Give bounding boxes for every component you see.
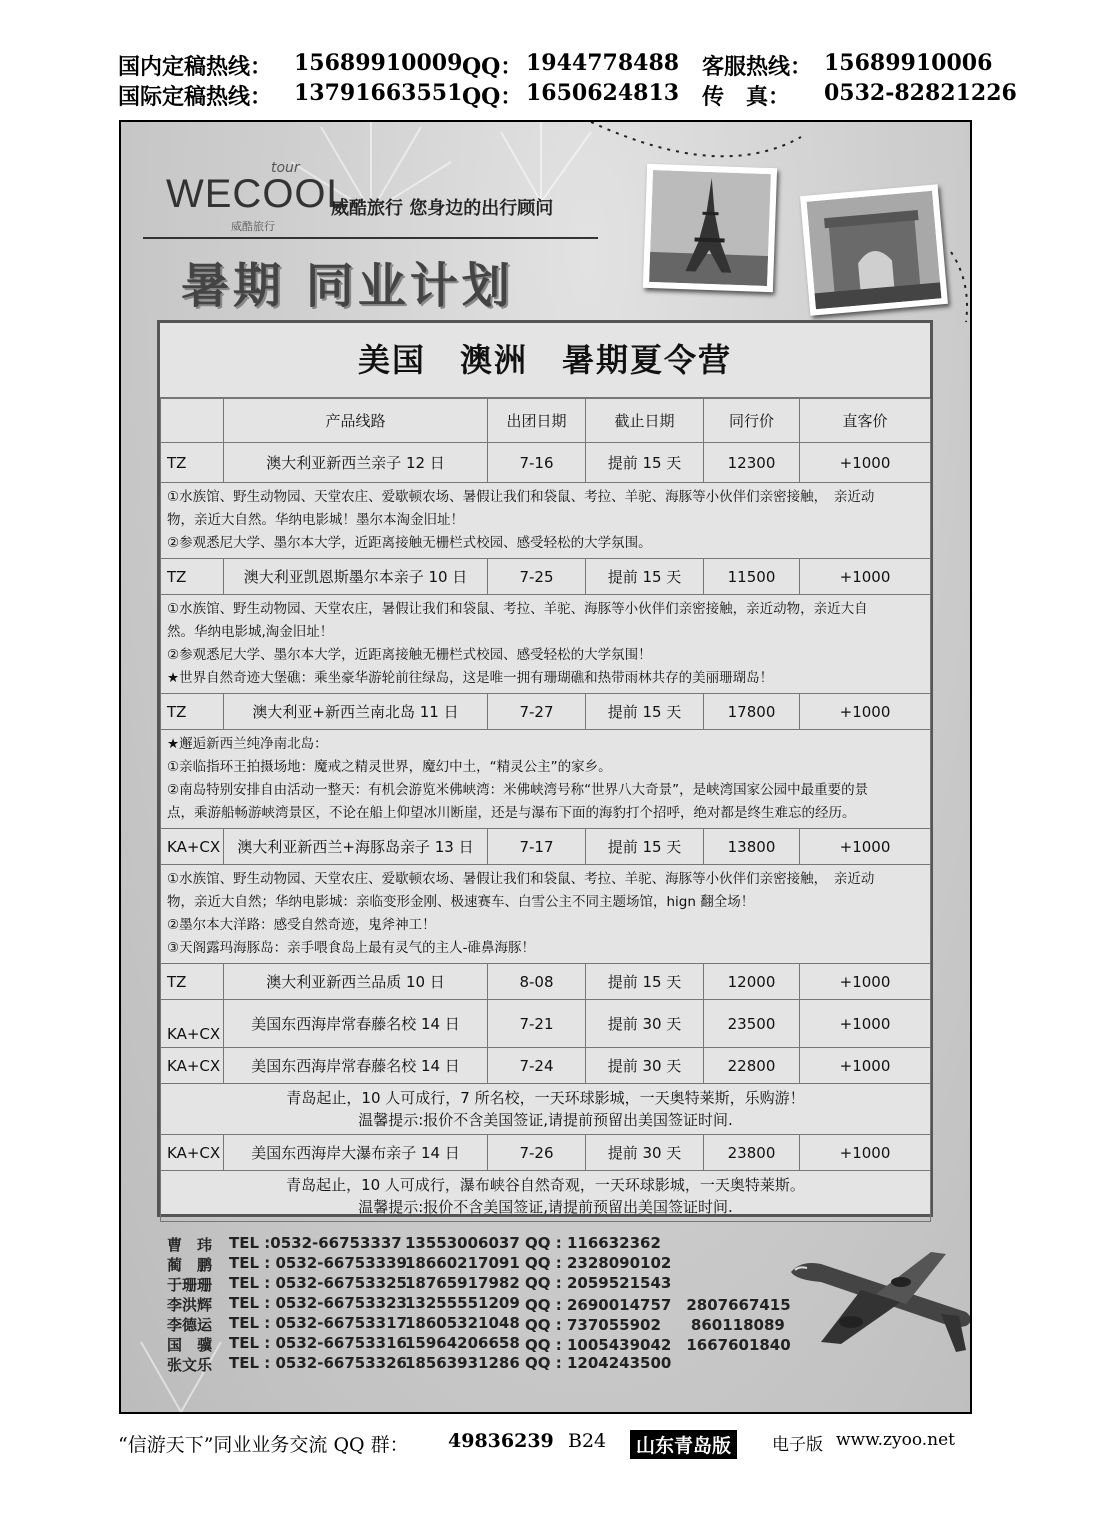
intl-qq-label: QQ： [462,84,523,110]
row-route: 美国东西海岸常春藤名校 14 日 [224,1048,488,1084]
row-retail: +1000 [800,1048,931,1084]
page-number: B24 [568,1430,607,1452]
arc-de-triomphe-icon [807,191,942,310]
contact-tel: TEL : 0532-66753339 [229,1254,407,1272]
desc-line: 然。华纳电影城,淘金旧址！ [167,624,334,640]
epaper-label: 电子版 [772,1435,823,1455]
row-retail: +1000 [800,559,931,595]
desc-line: ②墨尔本大洋路：感受自然奇迹，鬼斧神工！ [167,917,436,933]
row-price: 11500 [704,559,800,595]
row-date: 7-25 [488,559,586,595]
desc-line: ①亲临指环王拍摄场地：魔戒之精灵世界，魔幻中土，“精灵公主”的家乡。 [167,759,612,775]
row-date: 7-21 [488,1000,586,1048]
desc-line: ②参观悉尼大学、墨尔本大学，近距离接触无栅栏式校园、感受轻松的大学氛围。 [167,535,652,551]
fax-number: 0532-82821226 [824,80,1017,106]
intl-hotline-label: 国际定稿热线： [118,84,273,110]
contact-qq: QQ : 2059521543 [525,1274,672,1292]
contact-mobile: 18660217091 [405,1254,520,1272]
contact-tel: TEL : 0532-66753325 [229,1274,407,1292]
row-code: KA+CX [161,1000,224,1048]
table-note-row [161,1084,931,1135]
table-row [161,964,931,1000]
contact-mobile: 18765917982 [405,1274,520,1292]
row-code: TZ [161,443,224,483]
row-code: KA+CX [161,1048,224,1084]
row-description [161,865,931,964]
wecool-logo [166,160,350,233]
desc-line: ③天阁露玛海豚岛：亲手喂食岛上最有灵气的主人-碓鼻海豚！ [167,940,535,956]
row-retail: +1000 [800,1000,931,1048]
row-deadline: 提前 30 天 [586,1048,704,1084]
desc-line: 物，亲近大自然。华纳电影城！墨尔本淘金旧址！ [167,512,464,528]
header-divider [143,237,598,239]
row-route: 美国东西海岸大瀑布亲子 14 日 [224,1135,488,1171]
airplane-icon [781,1242,972,1372]
contact-mobile: 18563931286 [405,1354,520,1372]
table-row [161,1000,931,1048]
row-retail: +1000 [800,1135,931,1171]
brand-tagline: 威酷旅行 您身边的出行顾问 [331,198,554,219]
intl-hotline-phone: 13791663551 [294,80,463,106]
table-desc-row [161,483,931,559]
eiffel-tower-icon [649,170,771,286]
contact-qq: QQ : 2690014757 2807667415 [525,1296,791,1314]
row-description [161,595,931,694]
row-route: 澳大利亚新西兰+海豚岛亲子 13 日 [224,829,488,865]
desc-line: ★邂逅新西兰纯净南北岛： [167,736,328,752]
row-date: 7-17 [488,829,586,865]
note-line: 青岛起止，10 人可成行，瀑布峡谷自然奇观，一天环球影城，一天奥特莱斯。 [286,1176,805,1194]
desc-line: 物，亲近大自然；华纳电影城：亲临变形金刚、极速赛车、白雪公主不同主题场馆，hign 翻全场！ [167,894,755,910]
row-date: 7-24 [488,1048,586,1084]
row-deadline: 提前 15 天 [586,694,704,730]
table-note-row [161,1171,931,1222]
product-table [157,320,933,1217]
row-route: 澳大利亚新西兰亲子 12 日 [224,443,488,483]
desc-line: 点，乘游船畅游峡湾景区，不论在船上仰望冰川断崖，还是与瀑布下面的海豹打个招呼，绝对都是终生难忘的经历。 [167,805,856,821]
edition-badge: 山东青岛版 [630,1430,737,1459]
contact-mobile: 18605321048 [405,1314,520,1332]
group-qq: 49836239 [448,1430,554,1452]
contact-tel: TEL :0532-66753337 [229,1234,402,1252]
site-link[interactable]: www.zyoo.net [836,1430,956,1450]
desc-line: ①水族馆、野生动物园、天堂农庄、爱歇顿农场、暑假让我们和袋鼠、考拉、羊驼、海豚等小伙伴们亲密接触， 亲近动 [167,871,875,887]
row-retail: +1000 [800,694,931,730]
row-retail: +1000 [800,964,931,1000]
row-code: KA+CX [161,1135,224,1171]
table-header-row [161,399,931,443]
contact-name: 李德运 [167,1316,213,1334]
row-price: 23500 [704,1000,800,1048]
row-description [161,730,931,829]
arc-de-triomphe-photo [800,184,948,316]
desc-line: ①水族馆、野生动物园、天堂农庄，暑假让我们和袋鼠、考拉、羊驼、海豚等小伙伴们亲密接触，亲近动物，亲近大自 [167,601,868,617]
intl-qq: 1650624813 [526,80,680,106]
row-code: TZ [161,964,224,1000]
note-line: 青岛起止，10 人可成行，7 所名校，一天环球影城，一天奥特莱斯，乐购游！ [286,1089,805,1107]
row-note [161,1084,931,1135]
row-deadline: 提前 15 天 [586,559,704,595]
contact-qq: QQ : 1005439042 1667601840 [525,1336,791,1354]
table-row [161,1135,931,1171]
service-hotline-phone: 15689910006 [824,50,993,76]
row-price: 13800 [704,829,800,865]
ad-panel [119,120,972,1414]
row-price: 22800 [704,1048,800,1084]
table-row [161,829,931,865]
header-code [161,399,224,443]
service-hotline-label: 客服热线： [702,54,813,80]
row-date: 7-16 [488,443,586,483]
contact-tel: TEL : 0532-66753326 [229,1354,407,1372]
row-note [161,1171,931,1222]
contact-qq: QQ : 116632362 [525,1234,661,1252]
page-headline: 暑期 同业计划 [181,258,514,314]
row-price: 12000 [704,964,800,1000]
row-code: TZ [161,559,224,595]
logo-cn-text: 威酷旅行 [231,220,275,233]
contact-qq: QQ : 1204243500 [525,1354,672,1372]
contact-tel: TEL : 0532-66753317 [229,1314,407,1332]
desc-line: ②南岛特别安排自由活动一整天：有机会游览米佛峡湾：米佛峡湾号称“世界八大奇景”，是峡湾国家公园中最重要的景 [167,782,869,798]
header-retail-price: 直客价 [800,399,931,443]
table-title: 美国 澳洲 暑期夏令营 [160,323,930,398]
eiffel-tower-photo [643,164,777,292]
header-route: 产品线路 [224,399,488,443]
contact-name: 蔺 鹏 [167,1256,213,1274]
contact-name: 国 骥 [167,1336,213,1354]
contact-mobile: 15964206658 [405,1334,520,1352]
row-deadline: 提前 15 天 [586,829,704,865]
row-retail: +1000 [800,829,931,865]
row-deadline: 提前 15 天 [586,964,704,1000]
contact-mobile: 13553006037 [405,1234,520,1252]
row-price: 17800 [704,694,800,730]
logo-wordmark: WECOOL [166,172,350,216]
note-line: 温馨提示:报价不含美国签证,请提前预留出美国签证时间. [358,1111,733,1129]
row-deadline: 提前 30 天 [586,1000,704,1048]
contact-tel: TEL : 0532-66753316 [229,1334,407,1352]
row-retail: +1000 [800,443,931,483]
row-date: 8-08 [488,964,586,1000]
contact-name: 张文乐 [167,1356,213,1374]
group-label: “信游天下”同业业务交流 QQ 群： [118,1434,409,1456]
header-date: 出团日期 [488,399,586,443]
table-desc-row [161,730,931,829]
contact-tel: TEL : 0532-66753323 [229,1294,407,1312]
contact-qq: QQ : 2328090102 [525,1254,672,1272]
row-code: TZ [161,694,224,730]
domestic-hotline-phone: 15689910009 [294,50,463,76]
row-route: 澳大利亚凯恩斯墨尔本亲子 10 日 [224,559,488,595]
row-route: 澳大利亚+新西兰南北岛 11 日 [224,694,488,730]
table-desc-row [161,865,931,964]
header-deadline: 截止日期 [586,399,704,443]
row-price: 23800 [704,1135,800,1171]
row-route: 澳大利亚新西兰品质 10 日 [224,964,488,1000]
row-price: 12300 [704,443,800,483]
domestic-qq-label: QQ： [462,54,523,80]
note-line: 温馨提示:报价不含美国签证,请提前预留出美国签证时间. [358,1198,733,1216]
row-date: 7-26 [488,1135,586,1171]
logo-tour-text: tour [271,160,300,176]
row-description [161,483,931,559]
desc-line: ①水族馆、野生动物园、天堂农庄、爱歇顿农场、暑假让我们和袋鼠、考拉、羊驼、海豚等小伙伴们亲密接触， 亲近动 [167,489,875,505]
header-trade-price: 同行价 [704,399,800,443]
contact-qq: QQ : 737055902 860118089 [525,1316,785,1334]
row-date: 7-27 [488,694,586,730]
domestic-hotline-label: 国内定稿热线： [118,54,273,80]
row-deadline: 提前 30 天 [586,1135,704,1171]
contact-name: 李洪辉 [167,1296,213,1314]
table-row [161,559,931,595]
table-row [161,443,931,483]
desc-line: ★世界自然奇迹大堡礁：乘坐豪华游轮前往绿岛，这是唯一拥有珊瑚礁和热带雨林共存的美丽珊瑚岛！ [167,670,774,686]
fax-label: 传 真： [702,84,791,110]
row-code: KA+CX [161,829,224,865]
row-route: 美国东西海岸常春藤名校 14 日 [224,1000,488,1048]
table-desc-row [161,595,931,694]
desc-line: ②参观悉尼大学、墨尔本大学，近距离接触无栅栏式校园、感受轻松的大学氛围！ [167,647,652,663]
contact-name: 曹 玮 [167,1236,213,1254]
table-row [161,694,931,730]
product-table-grid [160,398,931,1222]
contact-name: 于珊珊 [167,1276,213,1294]
row-deadline: 提前 15 天 [586,443,704,483]
domestic-qq: 1944778488 [526,50,680,76]
table-row [161,1048,931,1084]
contact-mobile: 13255551209 [405,1294,520,1312]
